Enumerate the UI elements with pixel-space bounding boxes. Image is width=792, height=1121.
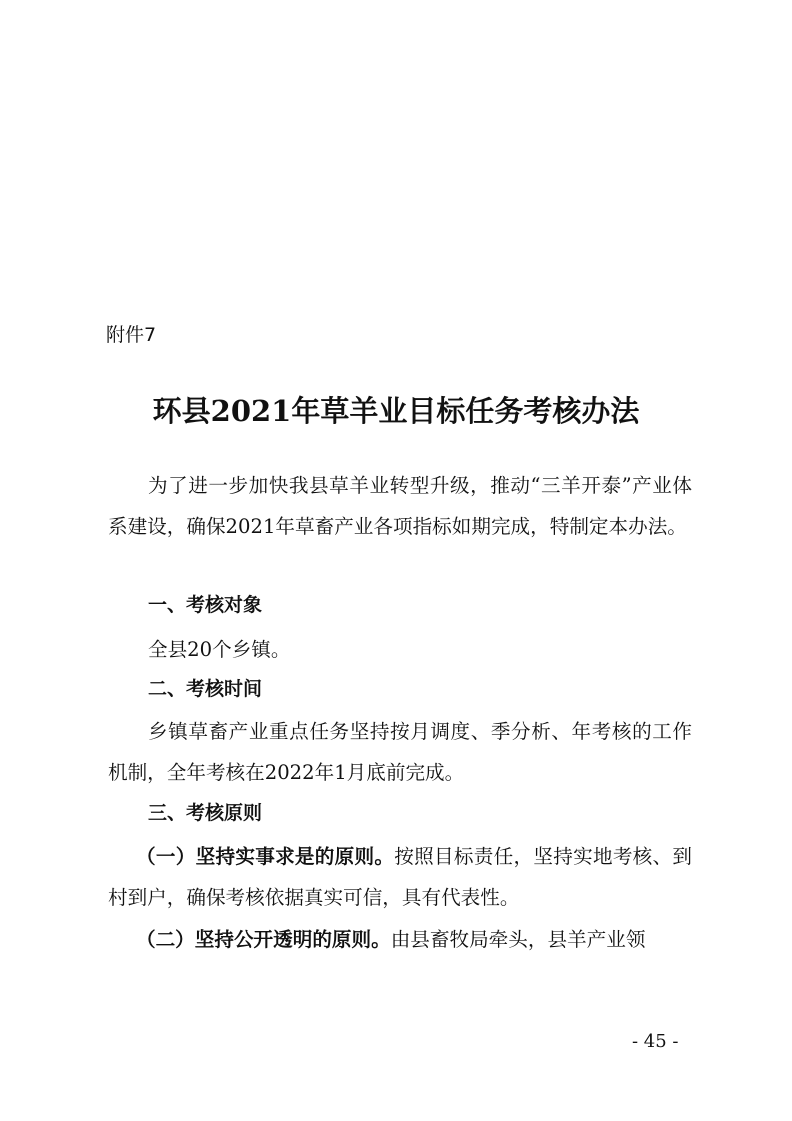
page-number: - 45 - [632, 1031, 679, 1052]
document-title: 环县2021年草羊业目标任务考核办法 [152, 394, 640, 428]
principle-paragraph-1 [108, 836, 692, 918]
attachment-label: 附件7 [106, 324, 157, 346]
principle-lead-1: （一）坚持实事求是的原则。 [136, 845, 395, 868]
section-body-2: 乡镇草畜产业重点任务坚持按月调度、季分析、年考核的工作机制，全年考核在2022年1月底前完成。 [108, 720, 692, 784]
principle-text-1: 按照目标责任，坚持实地考核、到村到户，确保考核依据真实可信，具有代表性。 [108, 845, 693, 909]
intro-paragraph: 为了进一步加快我县草羊业转型升级，推动“三羊开泰”产业体系建设，确保2021年草畜产业各项指标如期完成，特制定本办法。 [108, 474, 692, 538]
section-heading-1: 一、考核对象 [148, 594, 263, 616]
section-body-1: 全县20个乡镇。 [148, 638, 291, 661]
principle-paragraph-2 [108, 919, 692, 960]
principle-text-2: 由县畜牧局牵头，县羊产业领 [390, 928, 646, 951]
principle-lead-2: （二）坚持公开透明的原则。 [136, 928, 391, 951]
section-heading-2: 二、考核时间 [148, 678, 263, 700]
section-heading-3: 三、考核原则 [148, 802, 263, 824]
